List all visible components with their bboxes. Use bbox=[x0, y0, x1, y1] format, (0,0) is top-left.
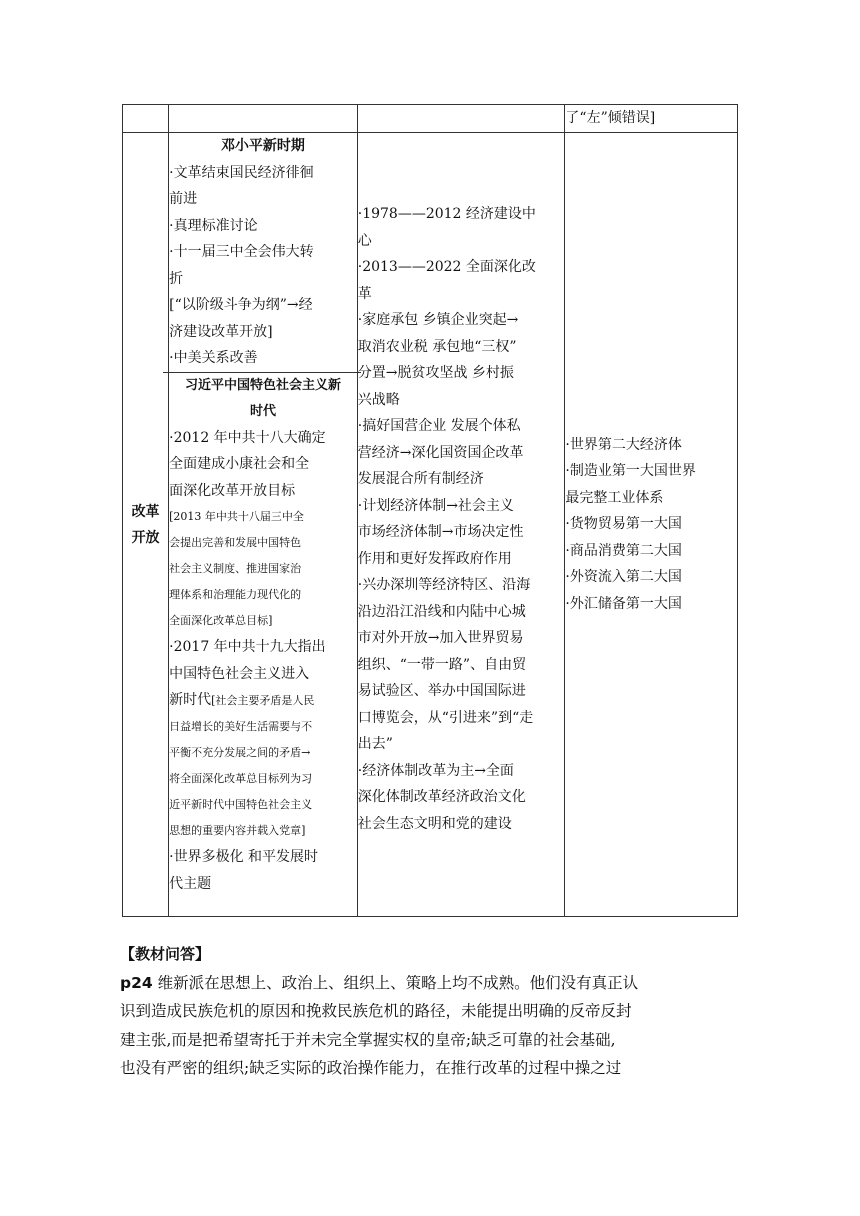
qa-page-ref: p24 bbox=[120, 973, 153, 992]
deng-section bbox=[169, 133, 357, 372]
xi-line: 全面建成小康社会和全 bbox=[169, 456, 310, 472]
top-row-text: 了“左”倾错误] bbox=[565, 110, 656, 126]
economy-line: ·家庭承包 乡镇企业突起→ bbox=[357, 312, 519, 328]
xi-heading-2: 时代 bbox=[249, 403, 276, 419]
xi-line: 中国特色社会主义进入 bbox=[169, 665, 310, 682]
xi-line-mixed bbox=[169, 687, 357, 714]
economy-cell bbox=[357, 133, 565, 917]
economy-line: 市对外开放→加入世界贸易 bbox=[357, 630, 524, 646]
xi-note-line: 近平新时代中国特色社会主义 bbox=[169, 798, 313, 811]
cell-top-achievement bbox=[565, 105, 738, 133]
economy-line: 深化体制改革经济政治文化 bbox=[357, 789, 526, 805]
economy-line: 口博览会，从“引进来”到“走 bbox=[357, 709, 534, 726]
achievement-line: ·货物贸易第一大国 bbox=[565, 516, 682, 533]
xi-line: ·2017 年中共十九大指出 bbox=[169, 639, 326, 655]
era-label-line-2: 开放 bbox=[131, 529, 160, 546]
achievement-line: 最完整工业体系 bbox=[565, 489, 664, 506]
xi-note-line: 思想的重要内容并载入党章] bbox=[169, 824, 306, 837]
period-cell bbox=[169, 133, 358, 917]
economy-line: 兴战略 bbox=[357, 391, 400, 408]
deng-line: ·中美关系改善 bbox=[169, 350, 258, 366]
achievement-line: ·世界第二大经济体 bbox=[565, 436, 682, 453]
xi-note-line: 平衡不充分发展之间的矛盾→ bbox=[169, 746, 311, 759]
xi-heading-1: 习近平中国特色社会主义新 bbox=[184, 377, 341, 393]
achievement-line: ·外汇储备第一大国 bbox=[565, 595, 682, 612]
deng-line: 前进 bbox=[169, 191, 198, 207]
economy-line: 发展混合所有制经济 bbox=[357, 471, 484, 487]
table-row-reform bbox=[123, 133, 738, 917]
qa-text-line: 识到造成民族危机的原因和挽救民族危机的路径，未能提出明确的反帝反封 bbox=[120, 1002, 632, 1020]
deng-line: ·十一届三中全会伟大转 bbox=[169, 244, 314, 260]
economy-line: 沿边沿江沿线和内陆中心城 bbox=[357, 603, 526, 620]
deng-line: 济建设改革开放] bbox=[169, 323, 273, 340]
deng-line: ·文革结束国民经济徘徊 bbox=[169, 164, 314, 181]
cell-top-era bbox=[123, 105, 169, 133]
xi-note-line: 日益增长的美好生活需要与不 bbox=[169, 720, 313, 733]
economy-line: 心 bbox=[357, 232, 372, 249]
economy-line: ·搞好国营企业 发展个体私 bbox=[357, 418, 521, 434]
xi-line-main: 新时代 bbox=[169, 692, 212, 708]
qa-paragraph bbox=[120, 969, 740, 1083]
xi-section bbox=[163, 372, 361, 898]
xi-note-line: [2013 年中共十八届三中全 bbox=[169, 510, 304, 523]
deng-line: ·真理标准讨论 bbox=[169, 217, 258, 234]
era-label-cell bbox=[123, 133, 169, 917]
achievement-line: ·外资流入第二大国 bbox=[565, 569, 682, 586]
economy-line: 营经济→深化国资国企改革 bbox=[357, 444, 524, 461]
achievement-line: ·商品消费第二大国 bbox=[565, 542, 682, 559]
economy-line: 组织、“一带一路”、自由贸 bbox=[357, 656, 527, 673]
achievement-cell bbox=[565, 133, 738, 917]
economy-line: ·计划经济体制→社会主义 bbox=[357, 497, 514, 514]
era-label-line-1: 改革 bbox=[131, 503, 160, 520]
table-row-top bbox=[123, 105, 738, 133]
economy-line: 作用和更好发挥政府作用 bbox=[357, 550, 512, 567]
economy-line: 取消农业税 承包地“三权” bbox=[357, 338, 517, 355]
economy-line: 易试验区、举办中国国际进 bbox=[357, 683, 526, 699]
cell-top-economy bbox=[357, 105, 565, 133]
economy-line: 市场经济体制→市场决定性 bbox=[357, 524, 524, 540]
xi-note-line: 理体系和治理能力现代化的 bbox=[169, 588, 302, 601]
history-table bbox=[122, 104, 738, 917]
qa-text-first: 维新派在思想上、政治上、组织上、策略上均不成熟。他们没有真正认 bbox=[157, 973, 639, 992]
deng-line: 折 bbox=[169, 270, 184, 287]
economy-line: ·1978——2012 经济建设中 bbox=[357, 206, 536, 222]
economy-line: ·2013——2022 全面深化改 bbox=[357, 259, 536, 275]
economy-line: ·兴办深圳等经济特区、沿海 bbox=[357, 577, 531, 593]
xi-note-line: 会提出完善和发展中国特色 bbox=[169, 536, 302, 549]
qa-text-line: 建主张,而是把希望寄托于并未完全掌握实权的皇帝;缺乏可靠的社会基础, bbox=[120, 1030, 616, 1049]
xi-line: 面深化改革开放目标 bbox=[169, 482, 296, 499]
textbook-qa-section bbox=[120, 940, 740, 1083]
xi-note-line: 社会主义制度、推进国家治 bbox=[169, 562, 302, 575]
xi-note-line: 将全面深化改革总目标列为习 bbox=[169, 772, 313, 785]
qa-title: 【教材问答】 bbox=[120, 945, 211, 963]
qa-text-line: 也没有严密的组织;缺乏实际的政治操作能力，在推行改革的过程中操之过 bbox=[120, 1059, 622, 1077]
cell-top-period bbox=[169, 105, 358, 133]
economy-line: 出去” bbox=[357, 736, 393, 752]
xi-note-inline: [社会主要矛盾是人民 bbox=[211, 694, 315, 707]
xi-line: ·2012 年中共十八大确定 bbox=[169, 429, 326, 446]
xi-line: 代主题 bbox=[169, 875, 212, 892]
deng-heading: 邓小平新时期 bbox=[220, 138, 305, 154]
xi-line: ·世界多极化 和平发展时 bbox=[169, 849, 319, 865]
economy-line: ·经济体制改革为主→全面 bbox=[357, 762, 514, 779]
deng-line: [“以阶级斗争为纲”→经 bbox=[169, 297, 313, 313]
economy-line: 社会生态文明和党的建设 bbox=[357, 815, 512, 832]
economy-line: 分置→脱贫攻坚战 乡村振 bbox=[357, 365, 514, 381]
xi-note-line: 全面深化改革总目标] bbox=[169, 614, 273, 627]
economy-line: 革 bbox=[357, 285, 372, 302]
achievement-line: ·制造业第一大国世界 bbox=[565, 463, 696, 480]
